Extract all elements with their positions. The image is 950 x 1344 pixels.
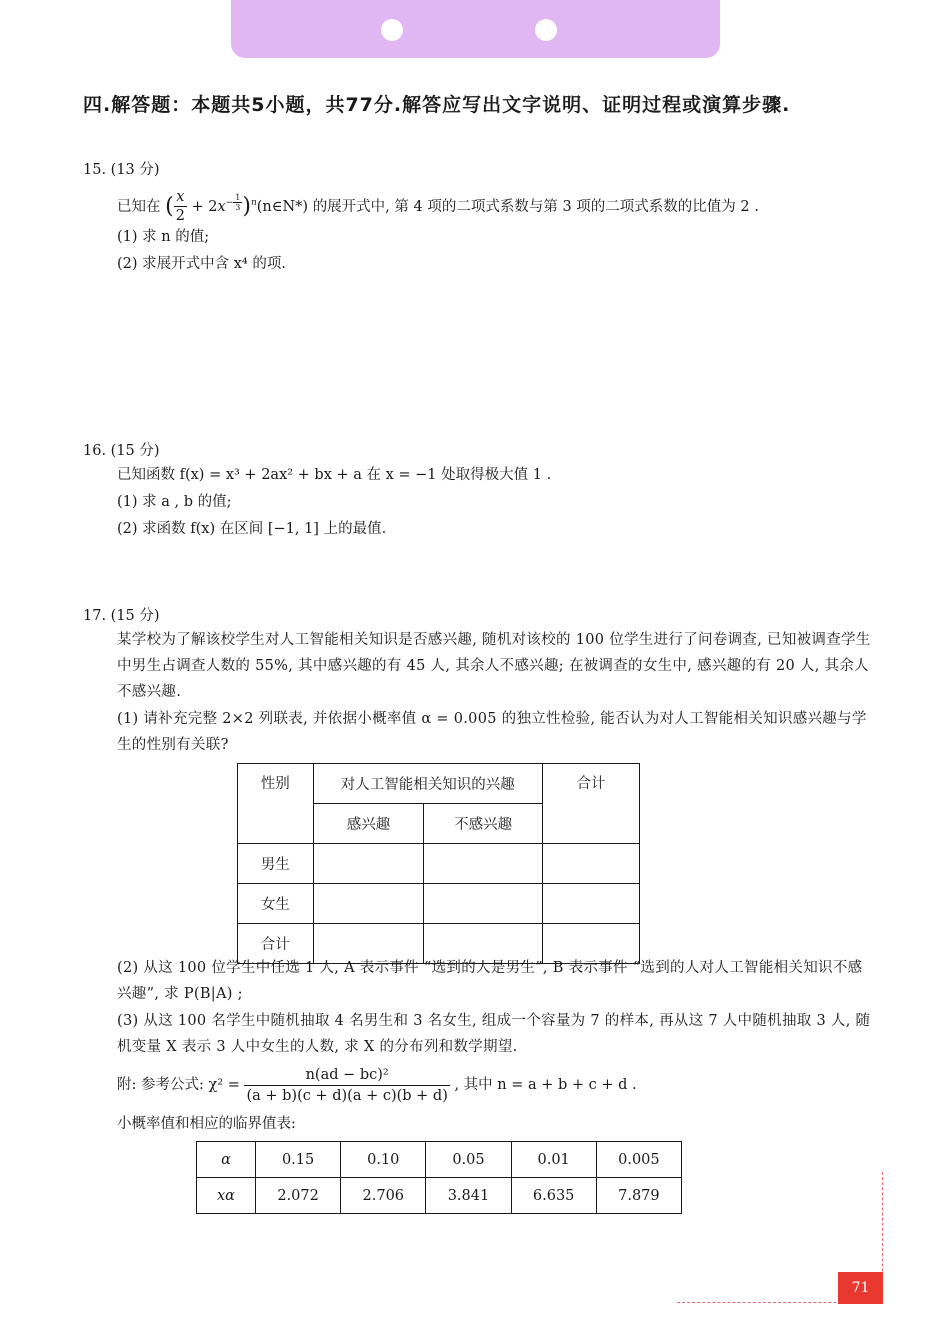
q16-part1: (1) 求 a , b 的值; [117, 494, 232, 510]
alpha-value: 0.01 [511, 1142, 596, 1178]
blank-cell [542, 844, 639, 884]
q17-formula [117, 1062, 877, 1108]
q17-part2: (2) 从这 100 位学生中任选 1 人, A 表示事件 “选到的人是男生”, B 表示事件 “选到的人对人工智能相关知识不感兴趣”, 求 P(B|A) ; [117, 960, 863, 1002]
x-label: xα [197, 1178, 256, 1214]
header-interest: 对人工智能相关知识的兴趣 [313, 764, 542, 804]
q16-part2: (2) 求函数 f(x) 在区间 [−1, 1] 上的最值. [117, 521, 387, 537]
alpha-value: 0.10 [341, 1142, 426, 1178]
formula-numerator: n(ad − bc)² [244, 1065, 449, 1086]
x-row [197, 1178, 682, 1214]
crit-caption: 小概率值和相应的临界值表: [117, 1116, 296, 1132]
section-title: 四.解答题：本题共5小题，共77分.解答应写出文字说明、证明过程或演算步骤. [83, 94, 791, 116]
table-row [238, 884, 640, 924]
chi-square-fraction [244, 1065, 449, 1106]
blank-cell [424, 884, 543, 924]
x-value: 7.879 [596, 1178, 681, 1214]
blank-cell [542, 884, 639, 924]
q17-header: 17. (15 分) [83, 608, 160, 624]
q16-stem: 已知函数 f(x) = x³ + 2ax² + bx + a 在 x = −1 处取得极大值 1 . [117, 467, 552, 483]
punch-hole-left [381, 19, 403, 41]
blank-cell [313, 844, 424, 884]
q15-header: 15. (13 分) [83, 162, 160, 178]
q15-part1: (1) 求 n 的值; [117, 229, 210, 245]
q17-stem: 某学校为了解该校学生对人工智能相关知识是否感兴趣, 随机对该校的 100 位学生进行了问卷调查, 已知被调查学生中男生占调查人数的 55%, 其中感兴趣的有 45 人, 其余人不感兴趣; 在被调查的女生中, 感兴趣的有 20 人, 其余人不感兴趣. [117, 632, 871, 700]
critical-value-table [196, 1141, 682, 1214]
row-label: 合计 [238, 924, 314, 964]
x-value: 2.072 [256, 1178, 341, 1214]
q17-part3: (3) 从这 100 名学生中随机抽取 4 名男生和 3 名女生, 组成一个容量为 7 的样本, 再从这 7 人中随机抽取 3 人, 随机变量 X 表示 3 人中女生的人数, 求 X 的分布列和数学期望. [117, 1013, 871, 1055]
q15-stem-suffix: 的展开式中, 第 4 项的二项式系数与第 3 项的二项式系数的比值为 2 . [312, 198, 759, 215]
q15-expression: ( [165, 193, 174, 219]
x-value: 3.841 [426, 1178, 511, 1214]
alpha-label: α [197, 1142, 256, 1178]
row-label: 男生 [238, 844, 314, 884]
q15-stem-prefix: 已知在 [117, 198, 161, 215]
blank-cell [424, 844, 543, 884]
q15-stem-mid: (n∈N*) [256, 198, 309, 215]
blank-cell [313, 884, 424, 924]
q15-term: + $2x^{- \frac{1}{3}}$ [191, 193, 241, 215]
table-row [238, 844, 640, 884]
header-total: 合计 [542, 764, 639, 844]
x-value: 2.706 [341, 1178, 426, 1214]
row-label: 女生 [238, 884, 314, 924]
x-value: 6.635 [511, 1178, 596, 1214]
header-interested: 感兴趣 [313, 804, 424, 844]
top-tab [231, 0, 720, 58]
formula-prefix: 附: 参考公式: χ² = [117, 1077, 240, 1093]
q15-fraction: $\frac{x}{2}$ [175, 189, 185, 225]
q15-stem: 已知在 ( $\frac{x}{2}$ + $2x^{- \frac{1}{3}}$ )$^n$(n∈N*) 的展开式中, 第 4 项的二项式系数与第 3 项的二项式系数的比值为 2 . [117, 189, 759, 225]
q16-header: 16. (15 分) [83, 443, 160, 459]
formula-suffix: , 其中 n = a + b + c + d . [454, 1077, 637, 1093]
alpha-row [197, 1142, 682, 1178]
contingency-table [237, 763, 640, 964]
alpha-value: 0.05 [426, 1142, 511, 1178]
q17-part1: (1) 请补充完整 2×2 列联表, 并依据小概率值 α = 0.005 的独立性检验, 能否认为对人工智能相关知识感兴趣与学生的性别有关联? [117, 711, 867, 753]
alpha-value: 0.15 [256, 1142, 341, 1178]
alpha-value: 0.005 [596, 1142, 681, 1178]
q15-part2: (2) 求展开式中含 x⁴ 的项. [117, 256, 286, 272]
header-gender: 性别 [238, 764, 314, 844]
punch-hole-right [535, 19, 557, 41]
page-number: 71 [838, 1272, 883, 1304]
header-not-interested: 不感兴趣 [424, 804, 543, 844]
formula-denominator: (a + b)(c + d)(a + c)(b + d) [246, 1087, 448, 1104]
